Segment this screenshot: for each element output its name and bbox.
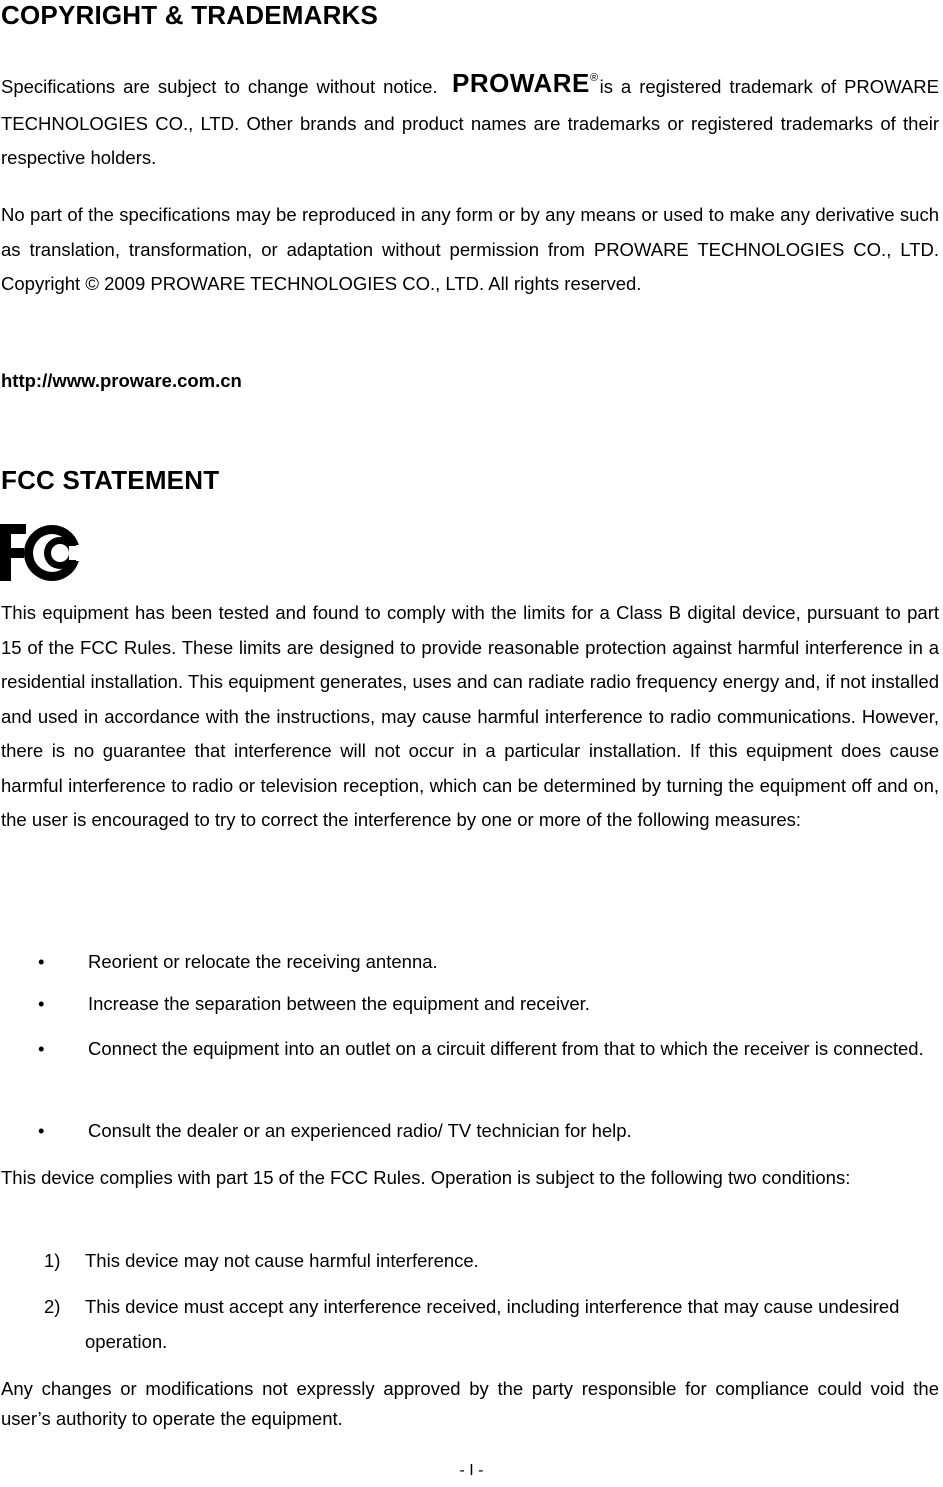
fcc-heading: FCC STATEMENT [1, 465, 220, 495]
bullet-icon: • [38, 1038, 45, 1059]
copyright-paragraph-1 [1, 70, 939, 176]
bullet-icon: • [38, 1120, 45, 1141]
svg-text:®: ® [589, 72, 598, 84]
copyright-heading: COPYRIGHT & TRADEMARKS [1, 0, 379, 30]
document-page: COPYRIGHT & TRADEMARKS Specifications are subject to change without notice. PROWARE ® is a registered trademark of PROWARE TECHNOLOGIES CO., LTD. Other brands and product names are trademarks or registered trademarks of their respective holders. No part of the specifications may be reproduced in any form or by any means or used to make any derivative such as translation, transformation, or adaptation without permission from PROWARE TECHNOLOGIES CO., LTD. Copyright © 2009 PROWARE TECHNOLOGIES CO., LTD. All rights reserved. http://www.proware.com.cn FCC STATEMENT This equipment has been tested and found to comply with the limits for a Class B digital device, pursuant to part 15 of the FCC Rules. These limits are designed to provide reasonable protection against harmful interference in a residential installation. This equipment generates, uses and can radiate radio frequency energy and, if not installed and used in accordance with the instructions, may cause harmful interference to radio communications. However, there is no guarantee that interference will not occur in a particular installation. If this equipment does cause harmful interference to radio or television reception, which can be determined by turning the equipment off and on, the user is encouraged to try to correct the interference by one or more of the following measures: • Reorient or relocate the receiving antenna. • Increase the separation between the equipment and receiver. • Connect the equipment into an outlet on a circuit different from that to which the receiver is connected. • Consult the dealer or an experienced radio/ TV technician for help. This device complies with part 15 of the FCC Rules. Operation is subject to the following two conditions: 1) This device may not cause harmful interference. 2) This device must accept any interference received, including interference that may cause undesired operation. Any changes or modifications not expressly approved by the party responsible for compliance could void the user’s authority to operate the equipment. - I - [0, 0, 943, 1487]
page-number: - I - [459, 1462, 484, 1479]
website-url[interactable]: http://www.proware.com.cn [1, 370, 242, 391]
fcc-paragraph-1: This equipment has been tested and found to comply with the limits for a Class B digital device, pursuant to part 15 of the FCC Rules. These limits are designed to provide reasonable protection against harmful interference in a residential installation. This equipment generates, uses and can radiate radio frequency energy and, if not installed and used in accordance with the instructions, may cause harmful interference to radio communications. However, there is no guarantee that interference will not occur in a particular installation. If this equipment does cause harmful interference to radio or television reception, which can be determined by turning the equipment off and on, the user is encouraged to try to correct the interference by one or more of the following measures: [1, 602, 939, 830]
bullet-icon: • [38, 993, 45, 1014]
fcc-paragraph-2: This device complies with part 15 of the FCC Rules. Operation is subject to the following two conditions: [1, 1167, 851, 1188]
svg-text:PROWARE: PROWARE [451, 71, 590, 95]
fcc-paragraph-3: Any changes or modifications not expressly approved by the party responsible for compliance could void the user’s authority to operate the equipment. [1, 1378, 939, 1429]
fcc-logo-icon [0, 520, 90, 589]
copyright-text-before-logo: Specifications are subject to change without notice. [1, 76, 438, 97]
copyright-paragraph-2: No part of the specifications may be reproduced in any form or by any means or used to make any derivative such as translation, transformation, or adaptation without permission from PROWARE TECHNOLOGIES CO., LTD. Copyright © 2009 PROWARE TECHNOLOGIES CO., LTD. All rights reserved. [1, 204, 939, 294]
proware-logo [452, 71, 598, 107]
copyright-text-after-logo: is a registered trademark of PROWARE TECHNOLOGIES CO., LTD. Other brands and product names are trademarks or registered trademarks of their respective holders. [1, 76, 939, 168]
bullet-icon: • [38, 951, 45, 972]
